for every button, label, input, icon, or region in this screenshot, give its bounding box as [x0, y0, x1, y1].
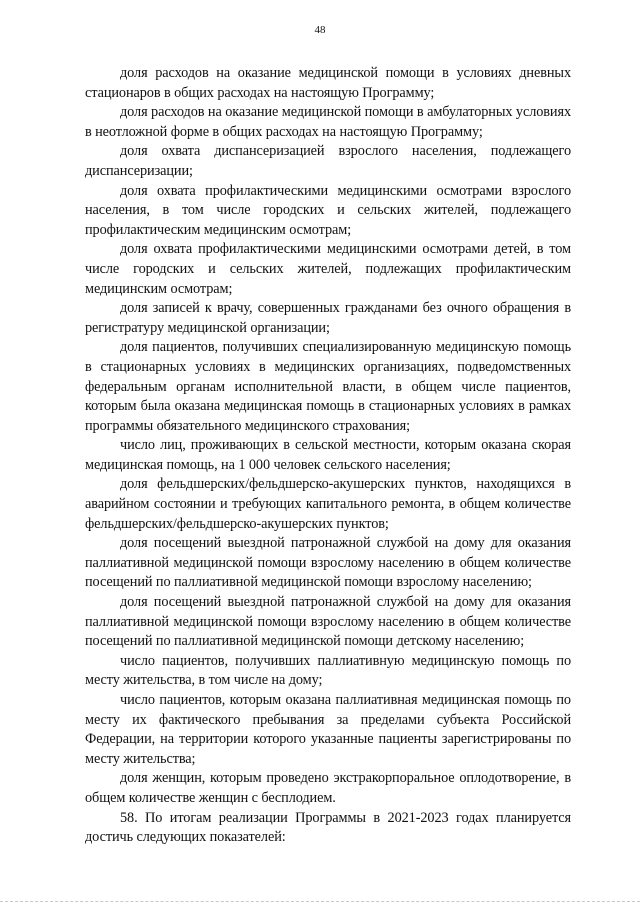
paragraph-section-58: 58. По итогам реализации Программы в 2021-2023 годах планируется достичь следующих показателей:	[85, 809, 571, 846]
paragraph-indicator-remote-appointments: доля записей к врачу, совершенных гражданами без очного обращения в регистратуру медицинской организации;	[85, 300, 571, 336]
paragraph-indicator-adult-dispensary-coverage: доля охвата диспансеризацией взрослого населения, подлежащего диспансеризации;	[85, 143, 571, 179]
paragraph-indicator-child-checkup-coverage: доля охвата профилактическими медицинскими осмотрами детей, в том числе городских и сельских жителей, подлежащих профилактическим медицинским осмотрам;	[85, 241, 571, 297]
paragraph-indicator-palliative-at-home: число пациентов, получивших паллиативную медицинскую помощь по месту жительства, в том числе на дому;	[85, 652, 571, 689]
paragraph-indicator-adult-checkup-coverage: доля охвата профилактическими медицинскими осмотрами взрослого населения, в том числе городских и сельских жителей, подлежащего профилактическим медицинским осмотрам;	[85, 182, 571, 238]
paragraph-indicator-emergency-feldsher-points: доля фельдшерских/фельдшерско-акушерских пунктов, находящихся в аварийном состоянии и требующих капитального ремонта, в общем количестве фельдшерских/фельдшерско-акушерских пунктов;	[85, 476, 571, 532]
paragraph-indicator-federal-specialized-care: доля пациентов, получивших специализированную медицинскую помощь в стационарных условиях в медицинских организациях, подведомственных федеральным органам исполнительной власти, в общем числе пациентов, которым была оказана медицинская помощь в стационарных условиях в рамках программы обязательного медицинского страхования;	[85, 339, 571, 434]
paragraph-indicator-palliative-visits-children: доля посещений выездной патронажной службой на дому для оказания паллиативной медицинской помощи взрослому населению в общем количестве посещений по паллиативной медицинской помощи детскому населению;	[85, 594, 571, 650]
paragraph-indicator-rural-ambulance: число лиц, проживающих в сельской местности, которым оказана скорая медицинская помощь, на 1 000 человек сельского населения;	[85, 437, 571, 473]
paragraph-indicator-ivf: доля женщин, которым проведено экстракорпоральное оплодотворение, в общем количестве женщин с бесплодием.	[85, 770, 571, 806]
paragraph-indicator-palliative-visits-adults: доля посещений выездной патронажной службой на дому для оказания паллиативной медицинской помощи взрослому населению в общем количестве посещений по паллиативной медицинской помощи взрослому населению;	[85, 535, 571, 591]
page-number: 48	[314, 24, 326, 36]
paragraph-indicator-palliative-out-of-region: число пациентов, которым оказана паллиативная медицинская помощь по месту их фактического пребывания за пределами субъекта Российской Федерации, на территории которого указанные пациенты зарегистрированы по месту жительства;	[85, 692, 571, 767]
paragraph-indicator-day-hospital-costs: доля расходов на оказание медицинской помощи в условиях дневных стационаров в общих расходах на настоящую Программу;	[85, 65, 571, 101]
paragraph-indicator-urgent-outpatient-costs: доля расходов на оказание медицинской помощи в амбулаторных условиях в неотложной форме в общих расходах на настоящую Программу;	[85, 104, 571, 140]
page-bottom-divider	[0, 901, 640, 902]
document-body	[85, 64, 571, 848]
